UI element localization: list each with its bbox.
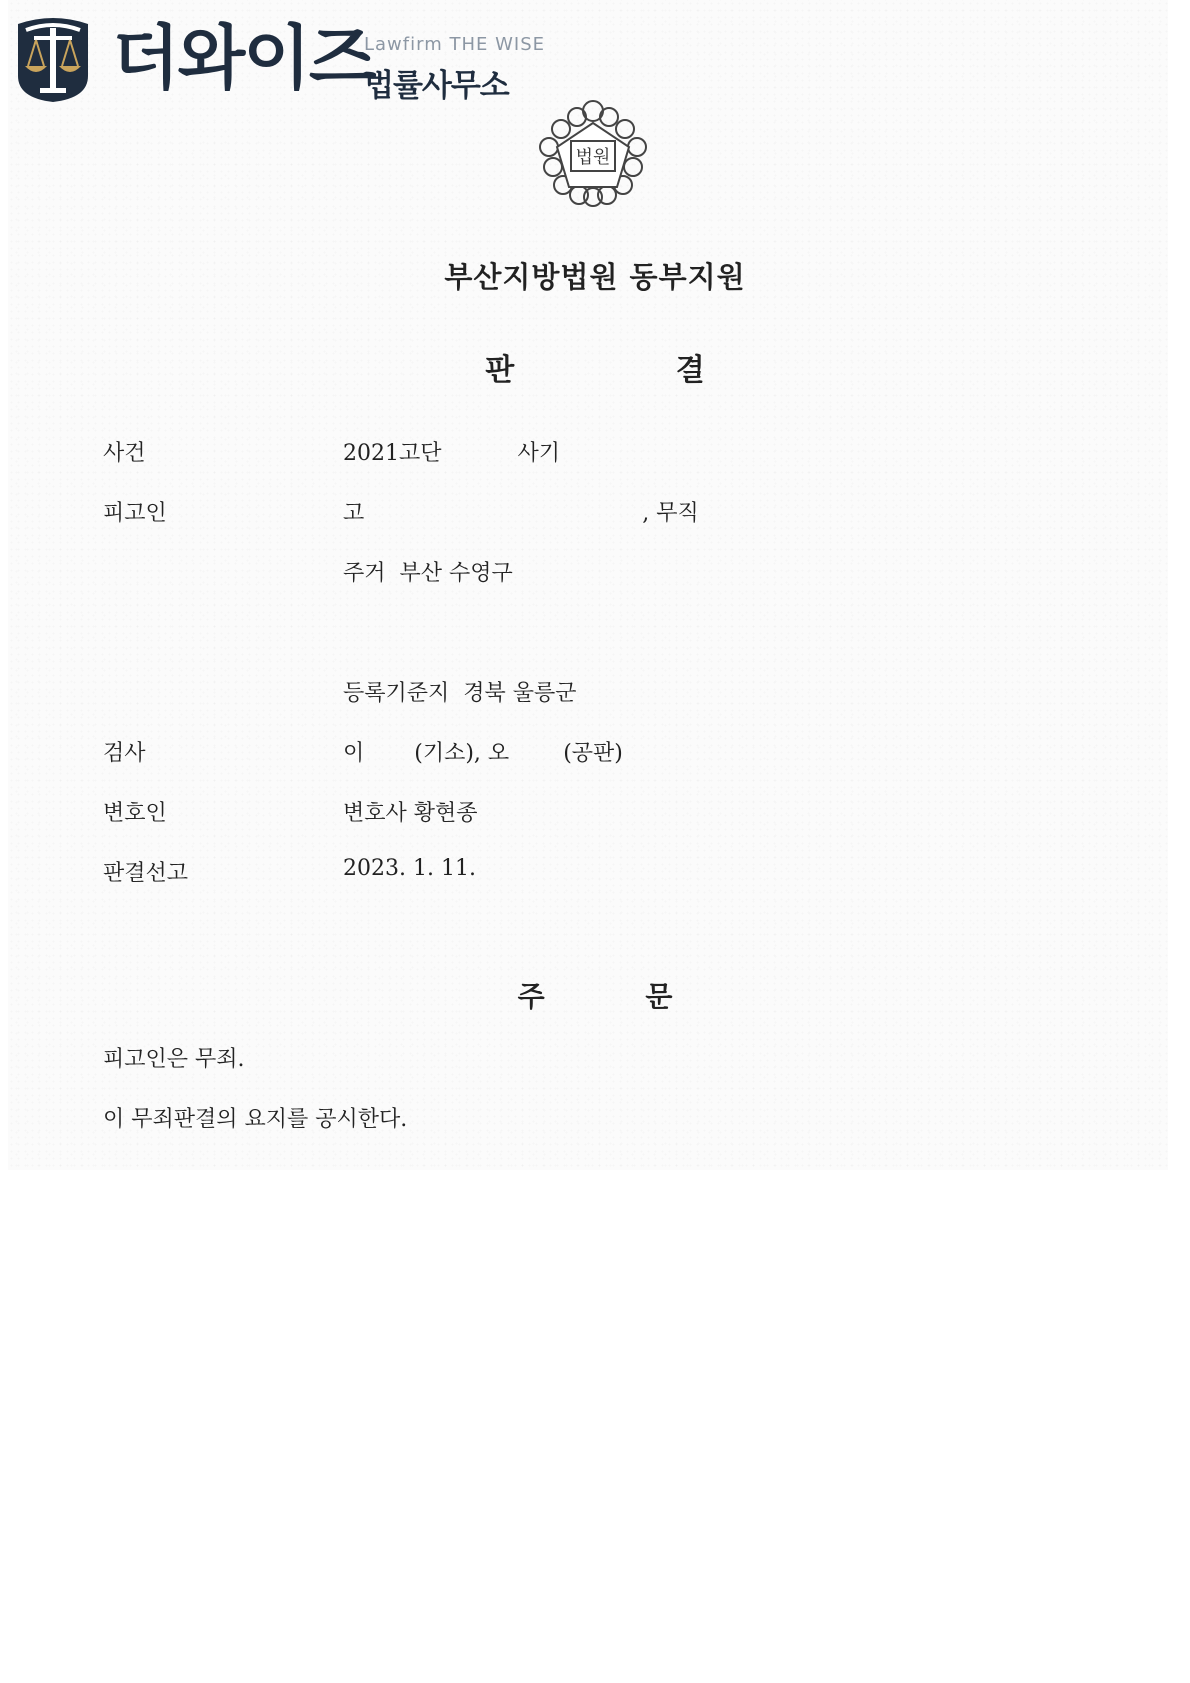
case-row <box>103 436 561 467</box>
seal-text: 법원 <box>575 147 611 168</box>
court-seal-icon <box>533 97 653 209</box>
defendant-occupation: , 무직 <box>642 501 699 526</box>
order-title-right: 문 <box>645 980 673 1013</box>
case-label: 사건 <box>103 441 146 466</box>
scales-of-justice-icon <box>12 14 94 104</box>
judgment-date-label: 판결선고 <box>103 861 189 886</box>
counsel-value: 변호사 황현종 <box>343 801 478 826</box>
order-line: 이 무죄판결의 요지를 공시한다. <box>103 1107 408 1132</box>
counsel-label: 변호인 <box>103 801 167 826</box>
prosecutor-a: 이 <box>343 741 365 766</box>
defendant-label: 피고인 <box>103 501 167 526</box>
defendant-row <box>103 496 699 527</box>
order-line: 피고인은 무죄. <box>103 1047 245 1072</box>
firm-subtitle: 법률사무소 <box>364 68 509 104</box>
defendant-registry: 등록기준지 경북 울릉군 <box>343 681 577 706</box>
order-title <box>0 975 1190 1015</box>
document-title-right: 결 <box>675 353 705 388</box>
defendant-name: 고 <box>343 501 365 526</box>
defendant-residence: 주거 부산 수영구 <box>343 561 513 586</box>
prosecutor-c: (공판) <box>563 741 623 766</box>
document-title <box>0 345 1190 389</box>
judgment-date-value: 2023. 1. 11. <box>343 856 476 881</box>
prosecutor-label: 검사 <box>103 741 146 766</box>
document-title-left: 판 <box>485 353 515 388</box>
order-title-left: 주 <box>517 980 545 1013</box>
firm-name-english: Lawfirm THE WISE <box>364 34 545 55</box>
firm-name-korean: 더와이즈 <box>112 17 375 99</box>
court-name: 부산지방법원 동부지원 <box>444 260 746 294</box>
case-number: 2021고단 <box>343 441 442 466</box>
case-type: 사기 <box>517 441 561 466</box>
judgment-date-row <box>103 856 476 887</box>
prosecutor-row <box>103 736 623 767</box>
counsel-row <box>103 796 478 827</box>
prosecutor-b: (기소), 오 <box>414 741 510 766</box>
